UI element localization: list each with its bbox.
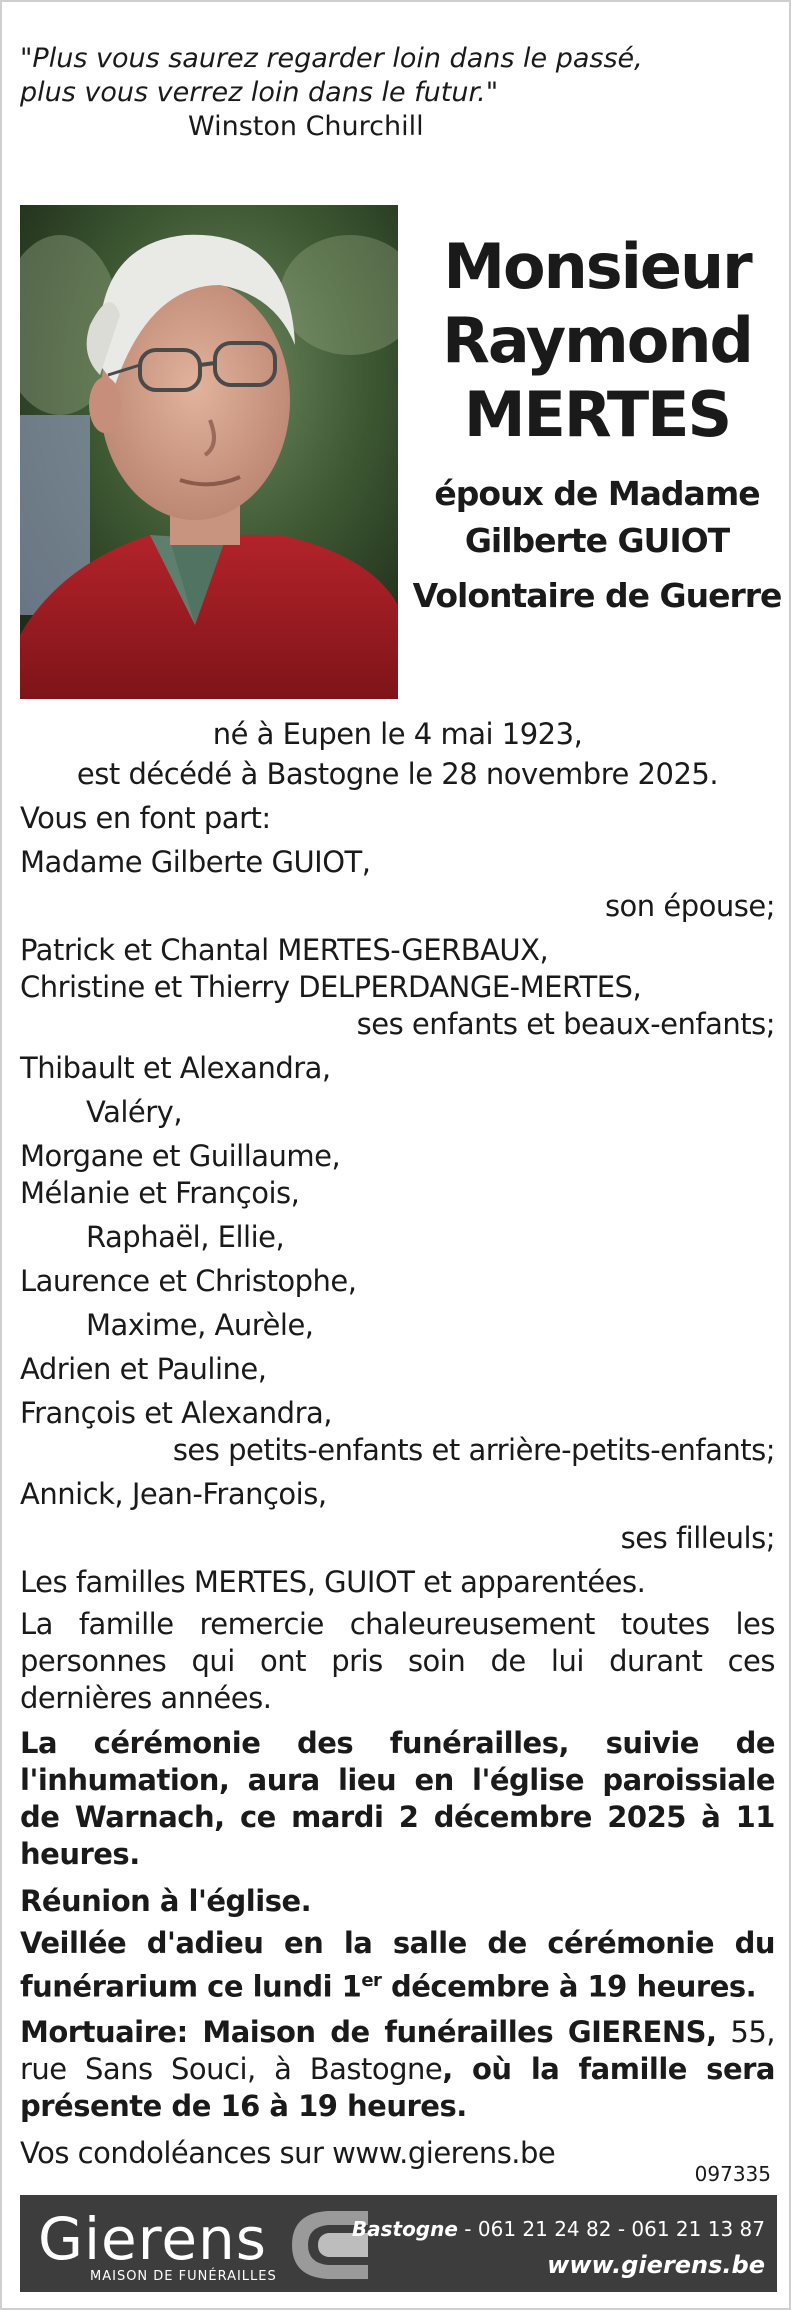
contact-info [352, 2211, 765, 2283]
last-name: MERTES [463, 378, 731, 451]
grandchildren-role: ses petits-enfants et arrière-petits-enfants; [172, 1433, 775, 1467]
epigraph-quote [20, 42, 780, 144]
spouse-line-2: Gilberte GUIOT [464, 521, 730, 560]
mortuary-name: Mortuaire: Maison de funérailles GIERENS, [20, 2014, 717, 2049]
grandchild-line-1: Thibault et Alexandra, [20, 1051, 331, 1085]
mortuary-hours: , où la famille sera présente de 16 à 19 heures. [20, 2051, 775, 2123]
funeral-home-logo: Gierens [38, 2205, 267, 2273]
funeral-home-tagline: MAISON DE FUNÉRAILLES [90, 2269, 277, 2284]
godchildren-names: Annick, Jean-François, [20, 1477, 327, 1511]
death-line: est décédé à Bastogne le 28 novembre 2025. [76, 757, 719, 791]
great-grandchild-line-1: Valéry, [86, 1095, 183, 1129]
meeting-line: Réunion à l'église. [20, 1884, 312, 1918]
contact-city: Bastogne [351, 2217, 458, 2241]
quote-line-2: plus vous verrez loin dans le futur." [20, 77, 499, 108]
announce-line: Vous en font part: [20, 801, 271, 835]
great-grandchild-line-2: Raphaël, Ellie, [86, 1220, 285, 1254]
families-line: Les familles MERTES, GUIOT et apparentées. [20, 1565, 646, 1599]
vigil-ordinal: er [361, 1970, 382, 1991]
grandchild-line-5: Adrien et Pauline, [20, 1352, 267, 1386]
quote-author: Winston Churchill [188, 111, 424, 142]
thanks-paragraph: La famille remercie chaleureusement toutes les personnes qui ont pris soin de lui durant ces dernières années. [20, 1607, 775, 1715]
grandchild-line-2: Morgane et Guillaume, [20, 1139, 341, 1173]
civility: Monsieur [443, 230, 751, 303]
ceremony-paragraph: La cérémonie des funérailles, suivie de l'inhumation, aura lieu en l'église paroissiale de Warnach, ce mardi 2 décembre 2025 à 11 heures. [20, 1726, 775, 1871]
quote-line-1: "Plus vous saurez regarder loin dans le passé, [20, 43, 643, 74]
children-role: ses enfants et beaux-enfants; [356, 1007, 775, 1041]
spouse-role: son épouse; [604, 889, 775, 923]
vigil-text-a: Veillée d'adieu en la salle de cérémonie du funérarium ce lundi 1 [20, 1926, 775, 2004]
birth-line: né à Eupen le 4 mai 1923, [212, 717, 583, 751]
first-name: Raymond [442, 304, 752, 377]
grandchild-line-6: François et Alexandra, [20, 1396, 333, 1430]
spouse-line-1: époux de Madame [434, 474, 760, 513]
contact-phones: - 061 21 24 82 - 061 21 13 87 [457, 2217, 765, 2241]
distinction: Volontaire de Guerre [412, 576, 782, 615]
website-link[interactable]: www.gierens.be [547, 2251, 765, 2279]
godchildren-role: ses filleuls; [620, 1521, 775, 1555]
mortuary-paragraph [20, 2014, 775, 2125]
grandchild-line-4: Laurence et Christophe, [20, 1264, 357, 1298]
birth-death-info [20, 714, 775, 794]
family-announcement [20, 798, 775, 2177]
child-line-1: Patrick et Chantal MERTES-GERBAUX, [20, 933, 549, 967]
spouse-name: Madame Gilberte GUIOT, [20, 845, 371, 879]
condolences-line: Vos condoléances sur www.gierens.be [20, 2135, 556, 2170]
mortuary-address: 55, rue Sans Souci, à Bastogne [20, 2014, 775, 2086]
vigil-text-b: décembre à 19 heures. [381, 1969, 757, 2004]
funeral-home-banner [20, 2195, 777, 2292]
deceased-title [412, 230, 782, 619]
grandchild-line-3: Mélanie et François, [20, 1176, 300, 1210]
portrait-photo [20, 205, 398, 699]
child-line-2: Christine et Thierry DELPERDANGE-MERTES, [20, 970, 642, 1004]
vigil-paragraph [20, 1925, 775, 2006]
reference-number: 097335 [694, 2162, 771, 2186]
great-grandchild-line-3: Maxime, Aurèle, [86, 1308, 314, 1342]
